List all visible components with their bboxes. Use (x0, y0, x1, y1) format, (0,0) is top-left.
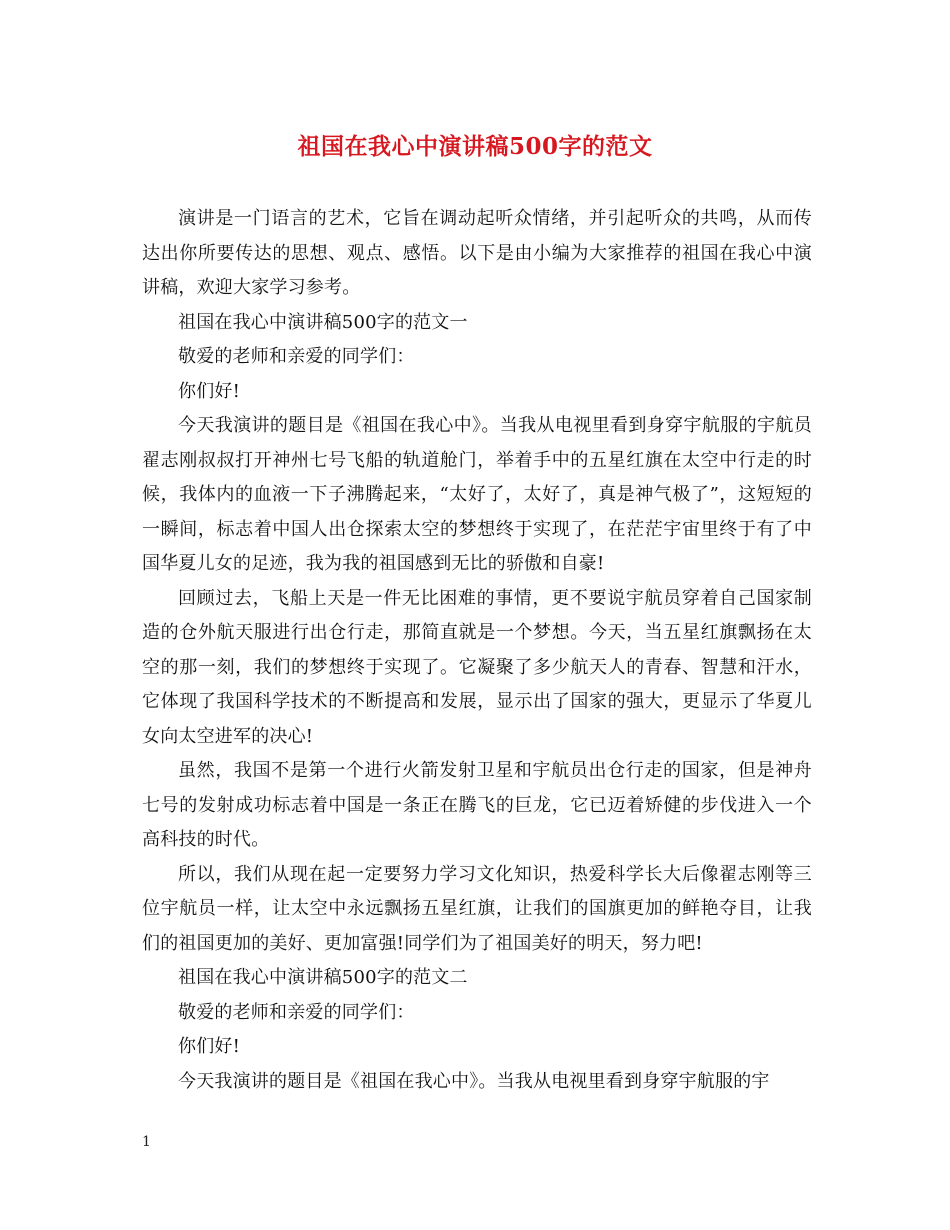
intro-paragraph: 演讲是一门语言的艺术，它旨在调动起听众情绪，并引起听众的共鸣，从而传达出你所要传达的思想、观点、感悟。以下是由小编为大家推荐的祖国在我心中演讲稿，欢迎大家学习参考。 (142, 208, 812, 298)
body-paragraph: 回顾过去，飞船上天是一件无比困难的事情，更不要说宇航员穿着自己国家制造的仓外航天服进行出仓行走，那简直就是一个梦想。今天，当五星红旗飘扬在太空的那一刻，我们的梦想终于实现了。它凝聚了多少航天人的青春、智慧和汗水，它体现了我国科学技术的不断提高和发展，显示出了国家的强大，更显示了华夏儿女向太空进军的决心! (142, 587, 812, 747)
body-paragraph: 今天我演讲的题目是《祖国在我心中》。当我从电视里看到身穿宇航服的宇航员翟志刚叔叔打开神州七号飞船的轨道舱门，举着手中的五星红旗在太空中行走的时候，我体内的血液一下子沸腾起来，“太好了，太好了，真是神气极了”，这短短的一瞬间，标志着中国人出仓探索太空的梦想终于实现了，在茫茫宇宙里终于有了中国华夏儿女的足迹，我为我的祖国感到无比的骄傲和自豪! (142, 415, 812, 574)
document-title: 祖国在我心中演讲稿500字的范文 (297, 133, 653, 160)
section-heading-2: 祖国在我心中演讲稿500字的范文二 (178, 967, 468, 988)
body-paragraph: 今天我演讲的题目是《祖国在我心中》。当我从电视里看到身穿宇航服的宇 (178, 1070, 770, 1092)
greeting-1: 你们好! (178, 380, 241, 402)
greeting-2: 你们好! (178, 1036, 241, 1057)
document-body (142, 202, 812, 1099)
salutation-2: 敬爱的老师和亲爱的同学们： (178, 1001, 415, 1023)
section-heading-1: 祖国在我心中演讲稿500字的范文一 (178, 311, 468, 333)
salutation-1: 敬爱的老师和亲爱的同学们： (178, 346, 415, 367)
page-number: 1 (142, 1134, 151, 1150)
body-paragraph: 所以，我们从现在起一定要努力学习文化知识，热爱科学长大后像翟志刚等三位宇航员一样，让太空中永远飘扬五星红旗，让我们的国旗更加的鲜艳夺目，让我们的祖国更加的美好、更加富强!同学们为了祖国美好的明天，努力吧! (142, 863, 812, 954)
body-paragraph: 虽然，我国不是第一个进行火箭发射卫星和宇航员出仓行走的国家，但是神舟七号的发射成功标志着中国是一条正在腾飞的巨龙，它已迈着矫健的步伐进入一个高科技的时代。 (142, 760, 812, 850)
